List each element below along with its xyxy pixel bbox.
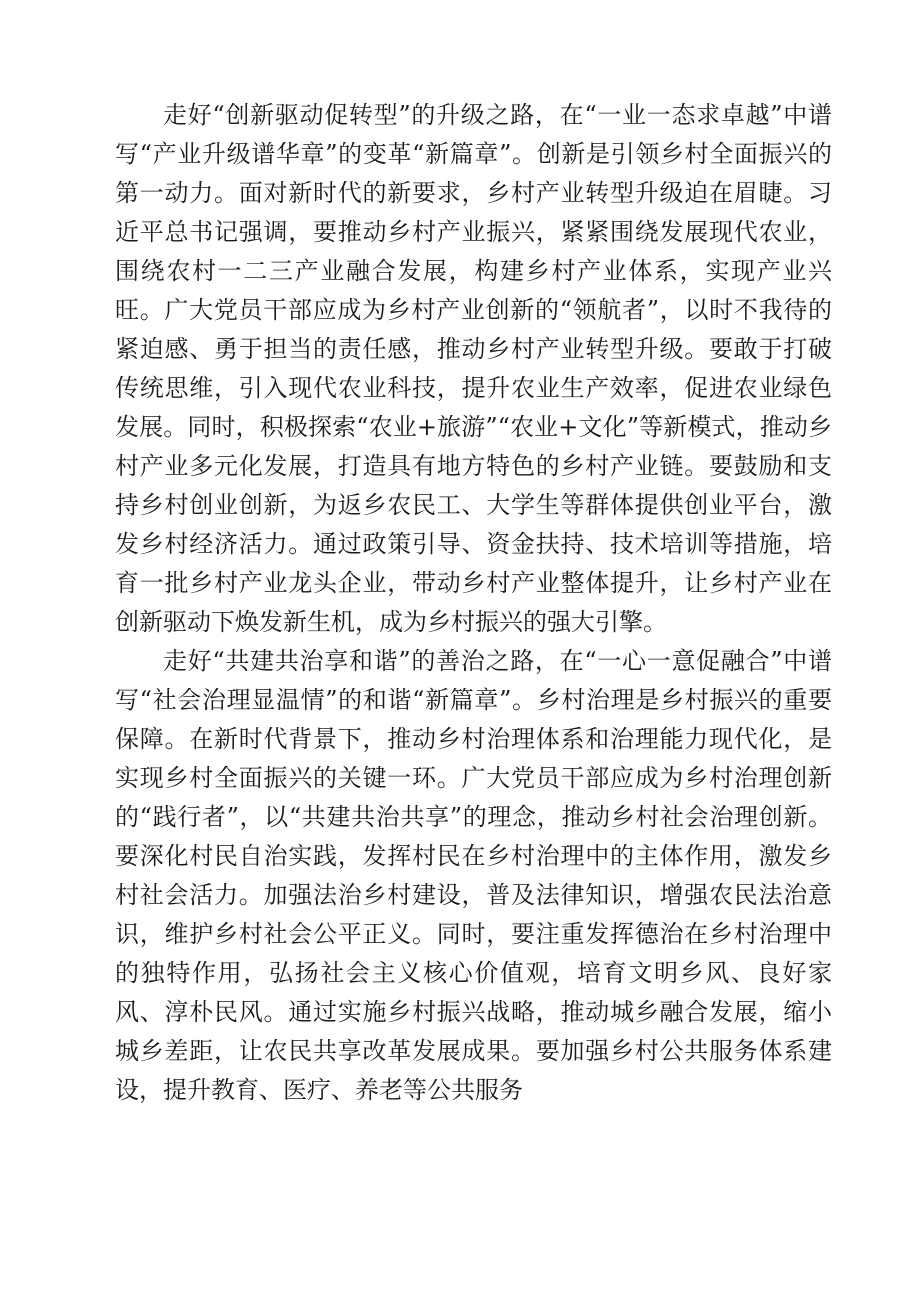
paragraph-industry-upgrade: 走好“创新驱动促转型”的升级之路，在“一业一态求卓越”中谱写“产业升级谱华章”的变革“新篇章”。创新是引领乡村全面振兴的第一动力。面对新时代的新要求，乡村产业转型升级迫在眉睫。习近平总书记强调，要推动乡村产业振兴，紧紧围绕发展现代农业，围绕农村一二三产业融合发展，构建乡村产业体系，实现产业兴旺。广大党员干部应成为乡村产业创新的“领航者”，以时不我待的紧迫感、勇于担当的责任感，推动乡村产业转型升级。要敢于打破传统思维，引入现代农业科技，提升农业生产效率，促进农业绿色发展。同时，积极探索“农业+旅游”“农业+文化”等新模式，推动乡村产业多元化发展，打造具有地方特色的乡村产业链。要鼓励和支持乡村创业创新，为返乡农民工、大学生等群体提供创业平台，激发乡村经济活力。通过政策引导、资金扶持、技术培训等措施，培育一批乡村产业龙头企业，带动乡村产业整体提升，让乡村产业在创新驱动下焕发新生机，成为乡村振兴的强大引擎。 — [115, 101, 832, 636]
paragraph-rural-governance: 走好“共建共治享和谐”的善治之路，在“一心一意促融合”中谱写“社会治理显温情”的和谐“新篇章”。乡村治理是乡村振兴的重要保障。在新时代背景下，推动乡村治理体系和治理能力现代化，是实现乡村全面振兴的关键一环。广大党员干部应成为乡村治理创新的“践行者”，以“共建共治共享”的理念，推动乡村社会治理创新。要深化村民自治实践，发挥村民在乡村治理中的主体作用，激发乡村社会活力。加强法治乡村建设，普及法律知识，增强农民法治意识，维护乡村社会公平正义。同时，要注重发挥德治在乡村治理中的独特作用，弘扬社会主义核心价值观，培育文明乡风、良好家风、淳朴民风。通过实施乡村振兴战略，推动城乡融合发展，缩小城乡差距，让农民共享改革发展成果。要加强乡村公共服务体系建设，提升教育、医疗、养老等公共服务 — [115, 647, 832, 1104]
